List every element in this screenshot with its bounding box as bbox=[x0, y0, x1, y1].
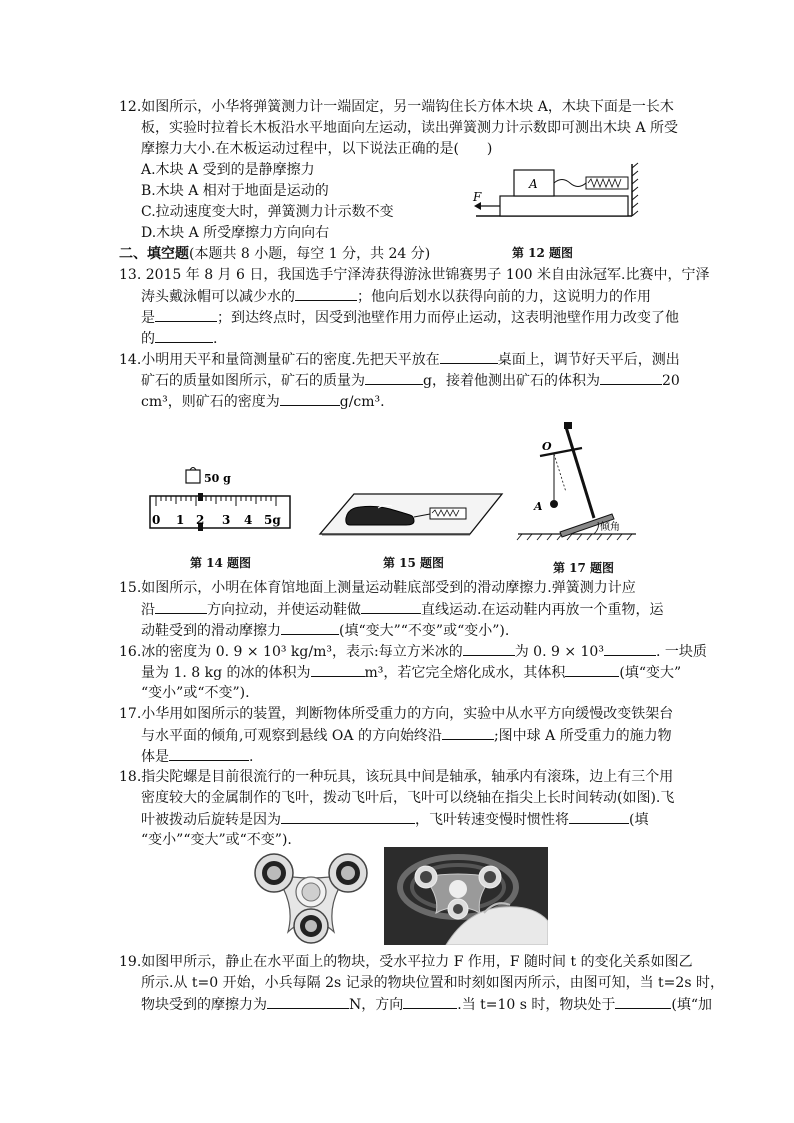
answer-blank[interactable] bbox=[155, 329, 213, 343]
q12-force-label: F bbox=[473, 190, 482, 204]
q15-text: 方向拉动，并使运动鞋做 bbox=[207, 602, 361, 618]
q17-text: ;图中球 A 所受重力的施力物 bbox=[493, 728, 672, 744]
q14-text: 14.小明用天平和量筒测量矿石的密度.先把天平放在 bbox=[119, 352, 440, 368]
q19-text: 物块受到的摩擦力为 bbox=[141, 997, 267, 1013]
q17-label-a: A bbox=[534, 500, 543, 513]
answer-blank[interactable] bbox=[169, 747, 249, 761]
q13-text: ；他向后划水以获得向前的力，这说明力的作用 bbox=[357, 289, 651, 305]
answer-blank[interactable] bbox=[281, 810, 415, 824]
answer-blank[interactable] bbox=[361, 600, 421, 614]
q14-text: 桌面上，调节好天平后，测出 bbox=[497, 352, 680, 368]
q17-line-1: 17.小华用如图所示的装置，判断物体所受重力的方向，实验中从水平方向缓慢改变铁架台 bbox=[119, 706, 674, 722]
q15-figure bbox=[318, 490, 504, 536]
q17-text: 体是 bbox=[141, 749, 169, 765]
section-desc: (本题共 8 小题，每空 1 分，共 24 分) bbox=[189, 246, 431, 262]
q14-text: 20 bbox=[661, 373, 680, 389]
answer-blank[interactable] bbox=[295, 287, 357, 301]
q17-text: 与水平面的倾角,可观察到悬线 OA 的方向始终沿 bbox=[141, 728, 442, 744]
q12-block-label: A bbox=[529, 177, 538, 191]
q15-line-3 bbox=[141, 621, 509, 640]
q14-text: 矿石的质量如图所示，矿石的质量为 bbox=[141, 373, 365, 389]
q15-text: 直线运动.在运动鞋内再放一个重物，运 bbox=[421, 602, 664, 618]
answer-blank[interactable] bbox=[280, 392, 340, 406]
q18-line-3 bbox=[141, 810, 648, 829]
q12-caption: 第 12 题图 bbox=[512, 246, 574, 260]
q17-angle-label: 倾角 bbox=[600, 522, 620, 533]
answer-blank[interactable] bbox=[403, 995, 457, 1009]
answer-blank[interactable] bbox=[155, 600, 207, 614]
q13-line-4 bbox=[141, 329, 217, 348]
q12-option-a: A.木块 A 受到的是静摩擦力 bbox=[141, 162, 315, 178]
q16-text: (填“变大” bbox=[619, 665, 682, 681]
q16-text: . 一块质 bbox=[655, 644, 707, 660]
q17-text: . bbox=[249, 749, 254, 765]
q14-scale-5: 5g bbox=[264, 513, 281, 527]
q13-text: 涛头戴泳帽可以减少水的 bbox=[141, 289, 295, 305]
q14-caption: 第 14 题图 bbox=[190, 556, 252, 570]
q13-text: ；到达终点时，因受到池壁作用力而停止运动，这表明池壁作用力改变了他 bbox=[217, 310, 679, 326]
q16-line-1 bbox=[119, 642, 707, 661]
q13-line-3 bbox=[141, 308, 679, 327]
q17-figure bbox=[514, 418, 640, 544]
answer-blank[interactable] bbox=[463, 642, 515, 656]
q16-text: 为 0. 9 × 10³ bbox=[514, 644, 604, 660]
q14-weight-label: 50 g bbox=[204, 472, 231, 485]
answer-blank[interactable] bbox=[440, 350, 498, 364]
q14-scale-3: 3 bbox=[222, 513, 231, 527]
q12-line-3: 摩擦力大小.在木板运动过程中，以下说法正确的是( ) bbox=[141, 141, 493, 157]
q14-text: cm³，则矿石的密度为 bbox=[141, 394, 280, 410]
q13-text: . bbox=[213, 331, 218, 347]
q17-label-o: O bbox=[542, 440, 552, 453]
q13-line-1: 13. 2015 年 8 月 6 日，我国选手宁泽涛获得游泳世锦赛男子 100 米自由泳冠军.比赛中，宁泽 bbox=[119, 267, 710, 283]
answer-blank[interactable] bbox=[569, 810, 629, 824]
q16-text: 16.冰的密度为 0. 9 × 10³ kg/m³，表示:每立方米冰的 bbox=[119, 644, 463, 660]
fidget-spinner-photo bbox=[252, 848, 370, 944]
q16-line-3: “变小”或“不变”). bbox=[141, 685, 250, 701]
q14-figure bbox=[140, 466, 296, 538]
q19-text: (填“加 bbox=[671, 997, 713, 1013]
q15-line-1: 15.如图所示，小明在体育馆地面上测量运动鞋底部受到的滑动摩擦力.弹簧测力计应 bbox=[119, 580, 636, 596]
q19-line-3 bbox=[141, 995, 712, 1014]
answer-blank[interactable] bbox=[365, 371, 423, 385]
q17-line-3 bbox=[141, 747, 253, 766]
q19-text: .当 t=10 s 时，物块处于 bbox=[457, 997, 616, 1013]
q14-line-2 bbox=[141, 371, 680, 390]
q15-caption: 第 15 题图 bbox=[383, 556, 445, 570]
q13-text: 是 bbox=[141, 310, 155, 326]
q14-scale-2: 2 bbox=[196, 513, 205, 527]
q12-figure bbox=[466, 162, 642, 224]
q13-text: 的 bbox=[141, 331, 155, 347]
q18-text: (填 bbox=[629, 812, 649, 828]
answer-blank[interactable] bbox=[565, 663, 619, 677]
q19-line-2: 所示.从 t=0 开始，小兵每隔 2s 记录的物块位置和时刻如图丙所示，由图可知，当 t=2s 时， bbox=[141, 975, 724, 991]
q17-line-2 bbox=[141, 726, 672, 745]
section-heading bbox=[119, 245, 430, 263]
answer-blank[interactable] bbox=[311, 663, 365, 677]
q14-text: g/cm³. bbox=[339, 394, 385, 410]
q13-line-2 bbox=[141, 287, 651, 306]
answer-blank[interactable] bbox=[155, 308, 217, 322]
q15-text: 沿 bbox=[141, 602, 155, 618]
q18-text: ，飞叶转速变慢时惯性将 bbox=[415, 812, 569, 828]
answer-blank[interactable] bbox=[600, 371, 662, 385]
q14-scale-4: 4 bbox=[244, 513, 253, 527]
q18-line-1: 18.指尖陀螺是目前很流行的一种玩具，该玩具中间是轴承，轴承内有滚珠，边上有三个用 bbox=[119, 769, 674, 785]
q12-option-c: C.拉动速度变大时，弹簧测力计示数不变 bbox=[141, 204, 394, 220]
q18-text: 叶被拨动后旋转是因为 bbox=[141, 812, 281, 828]
answer-blank[interactable] bbox=[604, 642, 656, 656]
q16-text: m³，若它完全熔化成水，其体积 bbox=[364, 665, 566, 681]
answer-blank[interactable] bbox=[267, 995, 349, 1009]
q15-text: 动鞋受到的滑动摩擦力 bbox=[141, 623, 281, 639]
answer-blank[interactable] bbox=[281, 621, 339, 635]
q12-line-2: 板，实验时拉着长木板沿水平地面向左运动，读出弹簧测力计示数即可测出木块 A 所受 bbox=[141, 120, 679, 136]
answer-blank[interactable] bbox=[442, 726, 494, 740]
q19-text: N，方向 bbox=[349, 997, 404, 1013]
spinning-fidget-spinner-photo bbox=[384, 847, 548, 945]
q16-line-2 bbox=[141, 663, 681, 682]
q17-caption: 第 17 题图 bbox=[553, 561, 615, 575]
q12-line-1: 12.如图所示，小华将弹簧测力计一端固定，另一端钩住长方体木块 A，木块下面是一长木 bbox=[119, 99, 674, 115]
q19-line-1: 19.如图甲所示，静止在水平面上的物块，受水平拉力 F 作用，F 随时间 t 的变化关系如图乙 bbox=[119, 954, 693, 970]
q14-line-1 bbox=[119, 350, 680, 369]
q14-scale-0: 0 bbox=[152, 513, 161, 527]
q16-text: 量为 1. 8 kg 的冰的体积为 bbox=[141, 665, 311, 681]
answer-blank[interactable] bbox=[615, 995, 671, 1009]
q12-option-d: D.木块 A 所受摩擦力方向向右 bbox=[141, 225, 330, 241]
q14-line-3 bbox=[141, 392, 385, 411]
q18-line-4: “变小”“变大”或“不变”). bbox=[141, 832, 292, 848]
q12-option-b: B.木块 A 相对于地面是运动的 bbox=[141, 183, 329, 199]
q18-line-2: 密度较大的金属制作的飞叶，拨动飞叶后，飞叶可以绕轴在指尖上长时间转动(如图).飞 bbox=[141, 790, 675, 806]
section-title: 二、填空题 bbox=[119, 246, 189, 262]
q15-line-2 bbox=[141, 600, 663, 619]
q14-text: g，接着他测出矿石的体积为 bbox=[423, 373, 600, 389]
q15-text: (填“变大”“不变”或“变小”). bbox=[339, 623, 510, 639]
q14-scale-1: 1 bbox=[176, 513, 185, 527]
